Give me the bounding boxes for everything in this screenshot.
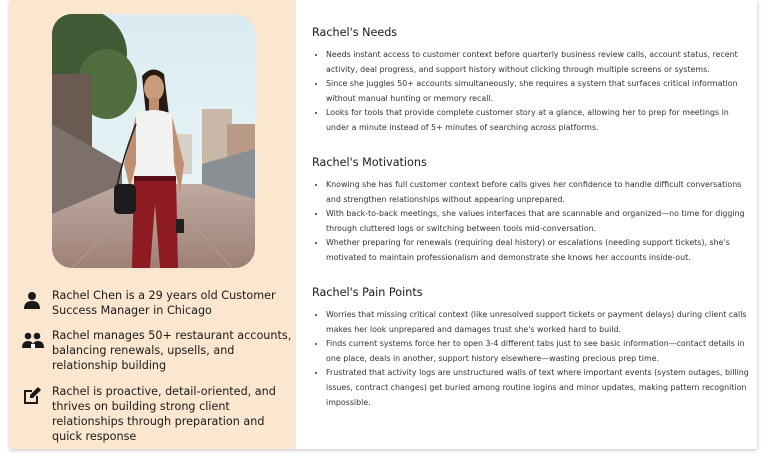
needs-title: Rachel's Needs — [312, 26, 398, 39]
person-icon — [22, 290, 42, 310]
persona-sidebar — [10, 0, 296, 449]
motivations-list — [312, 178, 752, 266]
list-item: • Looks for tools that provide complete customer story at a glance, allowing her to prep for meetings in under a minute instead of 5+ minutes of searching across platforms. — [326, 106, 752, 135]
fact-text: Rachel manages 50+ restaurant accounts, balancing renewals, upsells, and relationship building — [52, 329, 292, 372]
persona-card — [10, 0, 757, 449]
needs-list — [312, 48, 752, 136]
list-item: • Knowing she has full customer context before calls gives her confidence to handle difficult conversations and strengthen relationships without appearing unprepared. — [326, 178, 752, 207]
persona-photo — [52, 14, 255, 268]
fact-text: Rachel is proactive, detail-oriented, and thrives on building strong client relationships through preparation and quick response — [52, 385, 276, 443]
list-item: • Finds current systems force her to open 3-4 different tabs just to see basic information—contact details in one place, deals in another, support history elsewhere—wasting precious prep time. — [326, 337, 752, 366]
list-item: • Needs instant access to customer context before quarterly business review calls, account status, recent activity, deal progress, and support history without clicking through multiple screens or systems. — [326, 48, 752, 77]
needs-section — [312, 26, 752, 136]
motivations-section — [312, 156, 752, 266]
pain-points-title: Rachel's Pain Points — [312, 286, 423, 299]
persona-details — [296, 0, 757, 449]
edit-icon — [22, 386, 42, 406]
list-item: • Worries that missing critical context (like unresolved support tickets or payment delays) during client calls makes her look unprepared and damages trust she's worked hard to build. — [326, 308, 752, 337]
list-item: • Whether preparing for renewals (requiring deal history) or escalations (needing support tickets), she's motivated to maintain professionalism and demonstrate she knows her accounts inside-out. — [326, 236, 752, 265]
list-item: • Frustrated that activity logs are unstructured walls of text where important events (system outages, billing issues, contract changes) get buried among routine logins and minor updates, making pattern recognition impossible. — [326, 366, 752, 410]
group-icon — [22, 330, 42, 350]
list-item: • Since she juggles 50+ accounts simultaneously, she requires a system that surfaces critical information without manual hunting or memory recall. — [326, 77, 752, 106]
fact-text: Rachel Chen is a 29 years old Customer Success Manager in Chicago — [52, 289, 276, 317]
list-item: • With back-to-back meetings, she values interfaces that are scannable and organized—no time for digging through cluttered logs or switching between tools mid-conversation. — [326, 207, 752, 236]
pain-points-list — [312, 308, 752, 410]
motivations-title: Rachel's Motivations — [312, 156, 427, 169]
pain-points-section — [312, 286, 752, 410]
